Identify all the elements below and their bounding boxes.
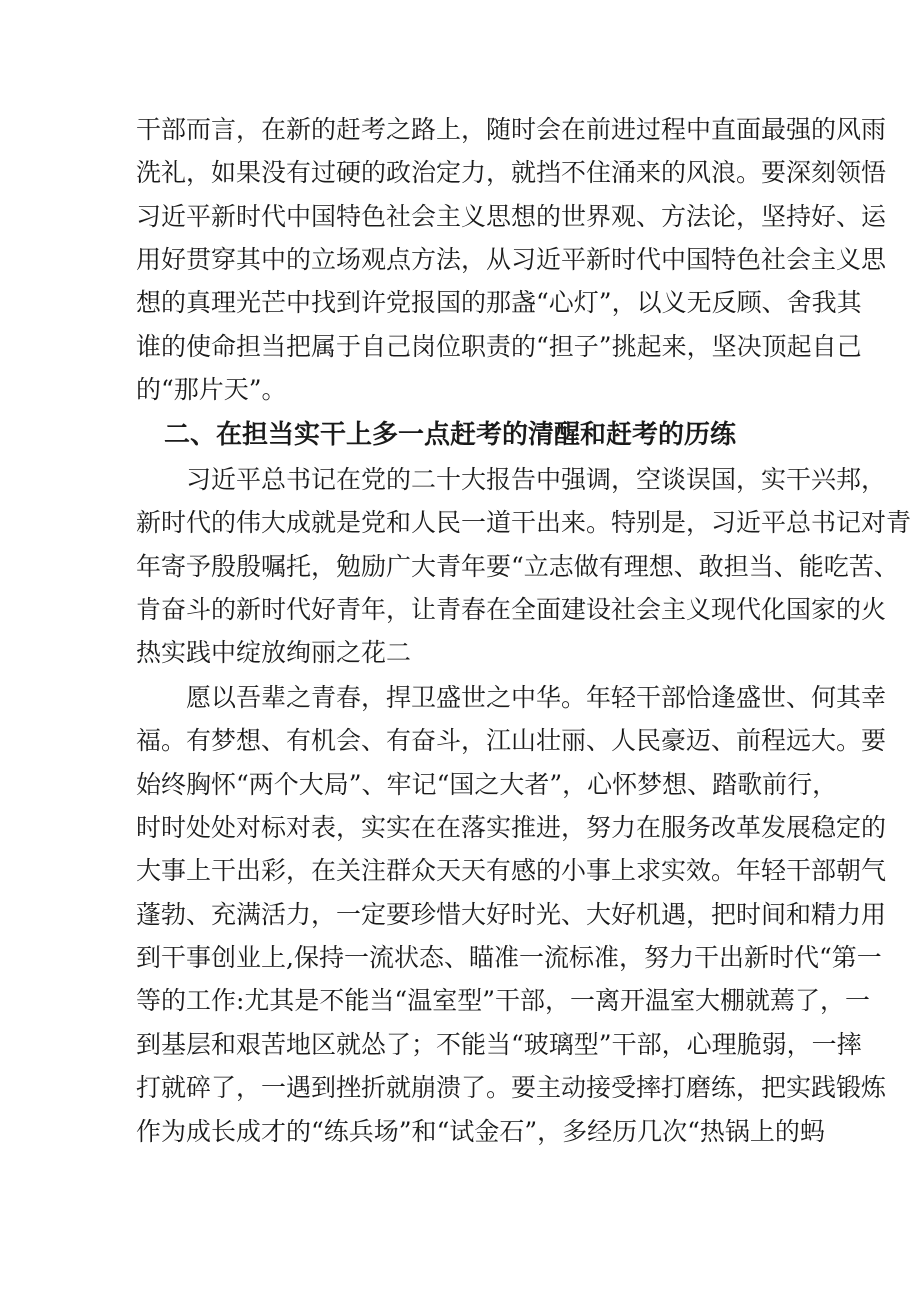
text-line: 大事上干出彩，在关注群众天天有感的小事上求实效。年轻干部朝气 xyxy=(136,856,887,885)
text-line: 习近平新时代中国特色社会主义思想的世界观、方法论，坚持好、运 xyxy=(136,202,887,231)
text-line: 热实践中绽放绚丽之花二 xyxy=(136,638,412,667)
text-line: 福。有梦想、有机会、有奋斗，江山壮丽、人民豪迈、前程远大。要 xyxy=(136,726,887,755)
text-line: 作为成长成才的“练兵场”和“试金石”，多经历几次“热锅上的蚂 xyxy=(136,1117,825,1146)
text-line: 用好贯穿其中的立场观点方法，从习近平新时代中国特色社会主义思 xyxy=(136,245,887,274)
text-line: 干部而言，在新的赶考之路上，随时会在前进过程中直面最强的风雨 xyxy=(136,115,887,144)
text-line: 到基层和艰苦地区就怂了；不能当“玻璃型”干部，心理脆弱，一摔 xyxy=(136,1030,862,1059)
section-heading: 二、在担当实干上多一点赶考的清醒和赶考的历练 xyxy=(164,420,737,450)
text-line: 洗礼，如果没有过硬的政治定力，就挡不住涌来的风浪。要深刻领悟 xyxy=(136,158,887,187)
text-line: 的“那片天”。 xyxy=(136,375,287,404)
text-line: 年寄予殷殷嘱托，勉励广大青年要“立志做有理想、敢担当、能吃苦、 xyxy=(136,552,899,581)
text-line: 等的工作:尤其是不能当“温室型”干部，一离开温室大棚就蔫了，一 xyxy=(136,986,870,1015)
paragraph-first-line: 习近平总书记在党的二十大报告中强调，空谈误国，实干兴邦， xyxy=(186,465,887,494)
text-line: 肯奋斗的新时代好青年，让青春在全面建设社会主义现代化国家的火 xyxy=(136,595,887,624)
paragraph-first-line: 愿以吾辈之青春，捍卫盛世之中华。年轻干部恰逢盛世、何其幸 xyxy=(186,683,887,712)
text-line: 打就碎了，一遇到挫折就崩溃了。要主动接受摔打磨练，把实践锻炼 xyxy=(136,1073,887,1102)
text-line: 始终胸怀“两个大局”、牢记“国之大者”，心怀梦想、踏歌前行， xyxy=(136,770,838,799)
text-line: 蓬勃、充满活力，一定要珍惜大好时光、大好机遇，把时间和精力用 xyxy=(136,900,887,929)
text-line: 到干事创业上,保持一流状态、瞄准一流标准，努力干出新时代“第一 xyxy=(136,943,882,972)
text-line: 想的真理光芒中找到许党报国的那盏“心灯”，以义无反顾、舍我其 xyxy=(136,288,862,317)
text-line: 谁的使命担当把属于自己岗位职责的“担子”挑起来，坚决顶起自己 xyxy=(136,332,862,361)
text-line: 时时处处对标对表，实实在在落实推进，努力在服务改革发展稳定的 xyxy=(136,813,887,842)
text-line: 新时代的伟大成就是党和人民一道干出来。特别是，习近平总书记对青 xyxy=(136,508,912,537)
